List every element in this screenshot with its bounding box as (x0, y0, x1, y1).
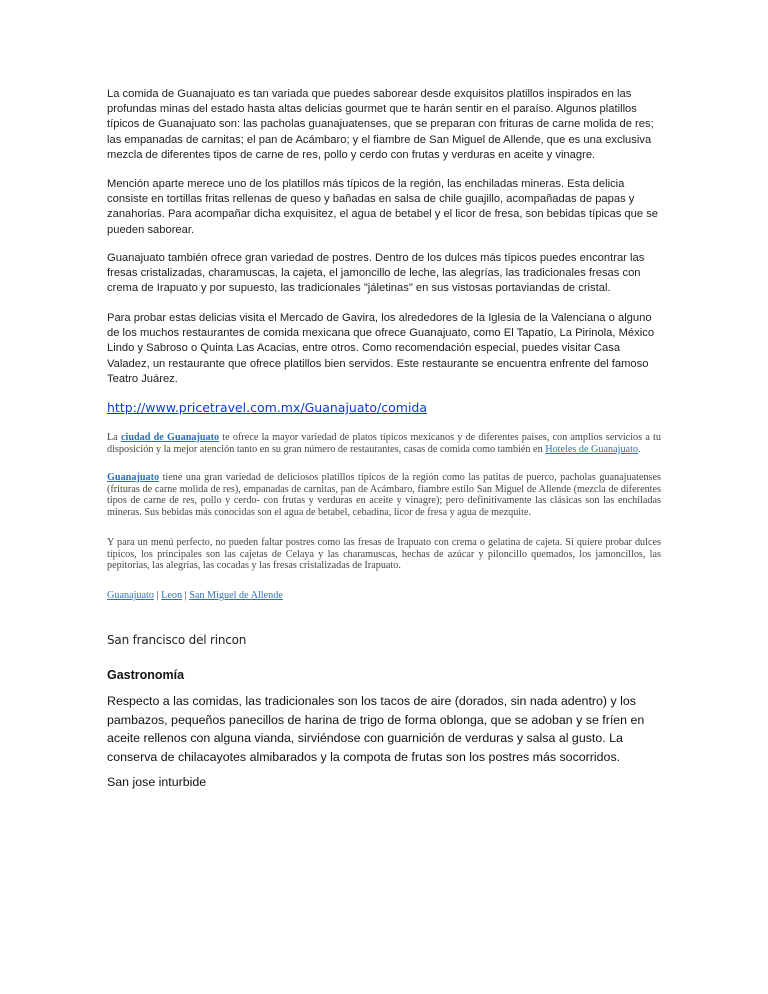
serif-paragraph-platillos (107, 472, 661, 519)
text-fragment: La (107, 432, 121, 443)
paragraph-postres: Guanajuato también ofrece gran variedad de postres. Dentro de los dulces más típicos puedes encontrar las fresas cristalizadas, charamuscas, la cajeta, el jamoncillo de leche, las alegrías, las tradicionales fresas con crema de Irapuato y por supuesto, las tradicionales "jáletinas" en sus vistosas portaviandas de cristal. (107, 252, 645, 295)
link-guanajuato-footer[interactable]: Guanajuato (107, 590, 154, 601)
text-fragment: . (638, 443, 641, 455)
text-fragment: te ofrece la mayor variedad de platos típicos mexicanos y de diferentes países, con amplios servicios a tu disposición y la mejor atención tanto en su gran número de restaurantes, casas de comida como también en (107, 432, 661, 455)
text-fragment: tiene una gran variedad de deliciosos platillos típicos de la región como las patitas de puerco, pacholas guanajuatenses (frituras de carne molida de res), empanadas de carnitas, pan de Acámbaro, fiambre estilo San Miguel de Allende (mezcla de diferentes tipos de carne de res, pollo y cerdo- con frutas y verduras en aceite y vinagre); pero definitivamente las clásicas son las enchiladas mineras. Sus bebidas más conocidas son el agua de betabel, cebadina, licor de fresa y agua de mezquite. (107, 472, 661, 519)
paragraph-restaurantes: Para probar estas delicias visita el Mercado de Gavira, los alrededores de la Iglesia de la Valenciana o alguno de los muchos restaurantes de comida mexicana que ofrece Guanajuato, como El Tapatío, La Pirinola, México Lindo y Sabroso o Quinta Las Acacias, entre otros. Como recomendación especial, puedes visitar Casa Valadez, un restaurante que ofrece platillos bien servidos. Este restaurante se encuentra enfrente del famoso Teatro Juárez. (107, 312, 655, 385)
separator: | (184, 590, 187, 601)
serif-paragraph-menu: Y para un menú perfecto, no pueden faltar postres como las fresas de Irapuato con crema o gelatina de cajeta. Si quiere probar dulces típicos, los principales son las cajetas de Celaya y las charamuscas, hechas de azúcar y piloncillo quemados, los jamoncillos, las pepitorias, las alegrías, las cocadas y las fresas cristalizadas de Irapuato. (107, 537, 661, 572)
serif-paragraph-ciudad (107, 432, 661, 455)
link-ciudad-de-guanajuato[interactable]: ciudad de Guanajuato (120, 432, 220, 443)
separator: | (156, 590, 159, 601)
heading-gastronomia: Gastronomía (107, 668, 185, 682)
text-san-jose-inturbide: San jose inturbide (107, 775, 207, 789)
paragraph-enchiladas: Mención aparte merece uno de los platillos más típicos de la región, las enchiladas mineras. Esta delicia consiste en tortillas fritas rellenas de queso y bañadas en salsa de chile guajillo, acompañadas de papas y zanahorias. Para acompañar dicha exquisitez, el agua de betabel y el licor de fresa, son bebidas típicas que se pueden saborear. (107, 178, 659, 236)
source-url-link[interactable]: http://www.pricetravel.com.mx/Guanajuato/comida (107, 400, 428, 415)
heading-san-francisco: San francisco del rincon (107, 633, 247, 647)
related-links (107, 590, 283, 601)
link-san-miguel-de-allende[interactable]: San Miguel de Allende (189, 590, 283, 601)
link-guanajuato[interactable]: Guanajuato (107, 472, 160, 483)
link-hoteles-de-guanajuato[interactable]: Hoteles de Guanajuato (545, 443, 639, 455)
paragraph-gastronomia: Respecto a las comidas, las tradicionales son los tacos de aire (dorados, sin nada adentro) y los pambazos, pequeños panecillos de harina de trigo de forma oblonga, que se adoban y se fríen en aceite rellenos con alguna vianda, sirviéndose con guarnición de verduras y salsa al gusto. La conserva de chilacayotes almibarados y la compota de frutas son los postres más socorridos. (107, 694, 645, 765)
paragraph-comida-intro: La comida de Guanajuato es tan variada que puedes saborear desde exquisitos platillos inspirados en las profundas minas del estado hasta altas delicias gourmet que te harán sentir en el paraíso. Algunos platillos típicos de Guanajuato son: las pacholas guanajuatenses, que se preparan con frituras de carne molida de res; las empanadas de carnitas; el pan de Acámbaro; y el fiambre de San Miguel de Allende, que es una exclusiva mezcla de diferentes tipos de carne de res, pollo y cerdo con frutas y verduras en aceite y vinagre. (107, 88, 654, 161)
link-leon[interactable]: Leon (161, 590, 183, 601)
